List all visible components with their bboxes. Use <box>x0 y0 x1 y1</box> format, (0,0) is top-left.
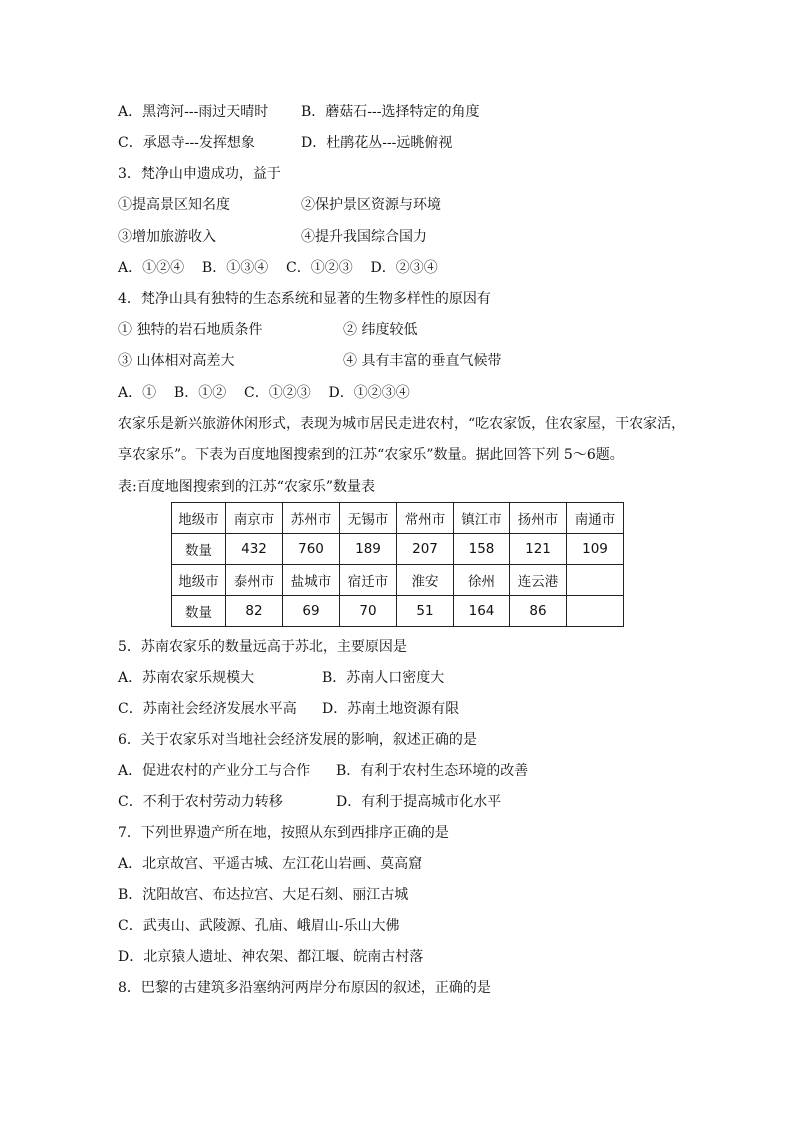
q7-option-b: B．沈阳故宫、布达拉宫、大足石刻、丽江古城 <box>118 887 409 903</box>
q4-statement-3: ③ 山体相对高差大 <box>118 353 235 369</box>
table-cell: 苏州市 <box>283 503 340 534</box>
table-cell: 158 <box>454 534 510 565</box>
table-cell: 连云港 <box>510 565 567 596</box>
table-cell: 109 <box>567 534 624 565</box>
intro-line-2: 享农家乐”。下表为百度地图搜索到的江苏“农家乐”数量。据此回答下列 5～6题。 <box>118 447 624 463</box>
q3-statement-1: ①提高景区知名度 <box>118 197 230 213</box>
table-cell <box>567 596 624 627</box>
table-cell: 地级市 <box>172 503 226 534</box>
q3-statement-3: ③增加旅游收入 <box>118 229 216 245</box>
table-caption: 表:百度地图搜索到的江苏“农家乐”数量表 <box>118 479 376 495</box>
q3-stem: 3．梵净山申遗成功，益于 <box>118 166 281 182</box>
table-cell: 扬州市 <box>510 503 567 534</box>
q5-option-c: C．苏南社会经济发展水平高 <box>118 701 297 717</box>
q5-option-a: A．苏南农家乐规模大 <box>118 670 255 686</box>
q6-option-b: B．有利于农村生态环境的改善 <box>336 763 529 779</box>
q3-options: A．①②④ B．①③④ C．①②③ D．②③④ <box>118 260 438 276</box>
q4-options: A．① B．①② C．①②③ D．①②③④ <box>118 385 410 401</box>
table-cell: 760 <box>283 534 340 565</box>
q7-option-a: A．北京故宫、平遥古城、左江花山岩画、莫高窟 <box>118 856 423 872</box>
q4-stem: 4．梵净山具有独特的生态系统和显著的生物多样性的原因有 <box>118 291 491 307</box>
table-cell: 无锡市 <box>340 503 397 534</box>
table-cell: 常州市 <box>397 503 454 534</box>
table-cell: 淮安 <box>397 565 454 596</box>
table-row <box>172 596 624 627</box>
q6-option-a: A．促进农村的产业分工与合作 <box>118 763 311 779</box>
table-cell: 69 <box>283 596 340 627</box>
q2-option-d: D．杜鹃花丛---远眺俯视 <box>301 135 453 151</box>
table-cell: 数量 <box>172 534 226 565</box>
q2-option-b: B．蘑菇石---选择特定的角度 <box>301 104 480 120</box>
q4-statement-2: ② 纬度较低 <box>343 322 418 338</box>
table-cell: 51 <box>397 596 454 627</box>
q5-option-d: D．苏南土地资源有限 <box>322 701 460 717</box>
table-cell: 徐州 <box>454 565 510 596</box>
q3-statement-2: ②保护景区资源与环境 <box>301 197 441 213</box>
table-row <box>172 534 624 565</box>
q7-stem: 7．下列世界遗产所在地，按照从东到西排序正确的是 <box>118 825 449 841</box>
q6-option-d: D．有利于提高城市化水平 <box>336 794 502 810</box>
table-cell: 86 <box>510 596 567 627</box>
q4-statement-1: ① 独特的岩石地质条件 <box>118 322 263 338</box>
table-cell: 盐城市 <box>283 565 340 596</box>
table-row <box>172 565 624 596</box>
q3-statement-4: ④提升我国综合国力 <box>301 229 427 245</box>
table-cell: 82 <box>226 596 283 627</box>
q4-statement-4: ④ 具有丰富的垂直气候带 <box>343 353 502 369</box>
table-cell: 泰州市 <box>226 565 283 596</box>
table-cell: 189 <box>340 534 397 565</box>
table-cell: 164 <box>454 596 510 627</box>
q2-option-c: C．承恩寺---发挥想象 <box>118 135 255 151</box>
q7-option-c: C．武夷山、武陵源、孔庙、峨眉山-乐山大佛 <box>118 918 400 934</box>
table-cell: 南通市 <box>567 503 624 534</box>
q2-option-a: A．黑湾河---雨过天晴时 <box>118 104 269 120</box>
table-cell: 207 <box>397 534 454 565</box>
q6-option-c: C．不利于农村劳动力转移 <box>118 794 283 810</box>
table-cell: 数量 <box>172 596 226 627</box>
table-cell: 宿迁市 <box>340 565 397 596</box>
table-cell: 南京市 <box>226 503 283 534</box>
table-cell: 地级市 <box>172 565 226 596</box>
table-cell: 70 <box>340 596 397 627</box>
table-row <box>172 503 624 534</box>
intro-line-1: 农家乐是新兴旅游休闲形式，表现为城市居民走进农村，“吃农家饭，住农家屋，干农家活， <box>118 416 686 432</box>
table-cell: 432 <box>226 534 283 565</box>
q8-stem: 8．巴黎的古建筑多沿塞纳河两岸分布原因的叙述，正确的是 <box>118 980 491 996</box>
nongjiale-table <box>171 502 624 627</box>
q6-stem: 6．关于农家乐对当地社会经济发展的影响，叙述正确的是 <box>118 732 477 748</box>
table-cell <box>567 565 624 596</box>
q5-stem: 5．苏南农家乐的数量远高于苏北，主要原因是 <box>118 639 407 655</box>
table-cell: 镇江市 <box>454 503 510 534</box>
q5-option-b: B．苏南人口密度大 <box>322 670 445 686</box>
q7-option-d: D．北京猿人遗址、神农架、都江堰、皖南古村落 <box>118 949 424 965</box>
table-cell: 121 <box>510 534 567 565</box>
